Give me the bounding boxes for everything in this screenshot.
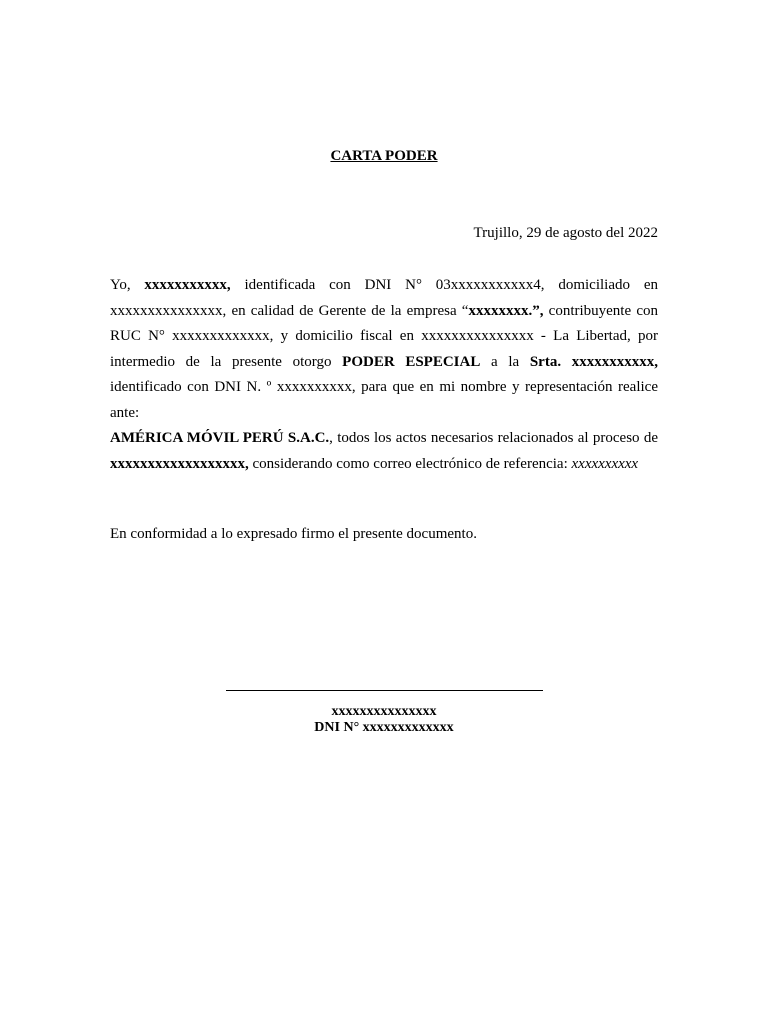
signature-line <box>226 690 543 691</box>
power-label: PODER ESPECIAL <box>342 353 481 370</box>
text-segment: Yo, <box>110 277 145 293</box>
document-title: CARTA PODER <box>330 148 438 164</box>
signer-name: xxxxxxxxxxxxxxx <box>331 704 437 719</box>
paragraph-grant <box>110 273 658 426</box>
document-body <box>110 273 658 477</box>
reference-email: xxxxxxxxxx <box>571 455 639 472</box>
text-segment: identificada con DNI N° 03xxxxxxxxxxx4, domiciliado en xxxxxxxxxxxxxxx, en calidad de Gerente de la empresa “ <box>110 277 658 319</box>
text-segment: a la <box>480 353 530 370</box>
text-segment: considerando como correo electrónico de referencia: <box>248 455 572 472</box>
paragraph-scope <box>110 426 658 477</box>
text-segment: contribuyente con RUC N° xxxxxxxxxxxxx, y domicilio fiscal en xxxxxxxxxxxxxxx - La Libertad, por intermedio de la presente otorgo <box>110 302 658 370</box>
signer-dni: DNI N° xxxxxxxxxxxxx <box>314 720 454 735</box>
document-date: Trujillo, 29 de agosto del 2022 <box>473 225 658 241</box>
grantor-name: xxxxxxxxxxx, <box>144 277 231 293</box>
entity-name: AMÉRICA MÓVIL PERÚ S.A.C. <box>110 430 330 446</box>
process-name: xxxxxxxxxxxxxxxxxx, <box>110 455 249 472</box>
agent-name: Srta. xxxxxxxxxxx, <box>529 353 659 370</box>
closing-statement: En conformidad a lo expresado firmo el presente documento. <box>110 526 477 542</box>
text-segment: identificado con DNI N. º xxxxxxxxxx, para que en mi nombre y representación realice ante: <box>110 379 658 421</box>
company-name: xxxxxxxx.”, <box>468 302 544 319</box>
text-segment: , todos los actos necesarios relacionados al proceso de <box>329 430 658 446</box>
